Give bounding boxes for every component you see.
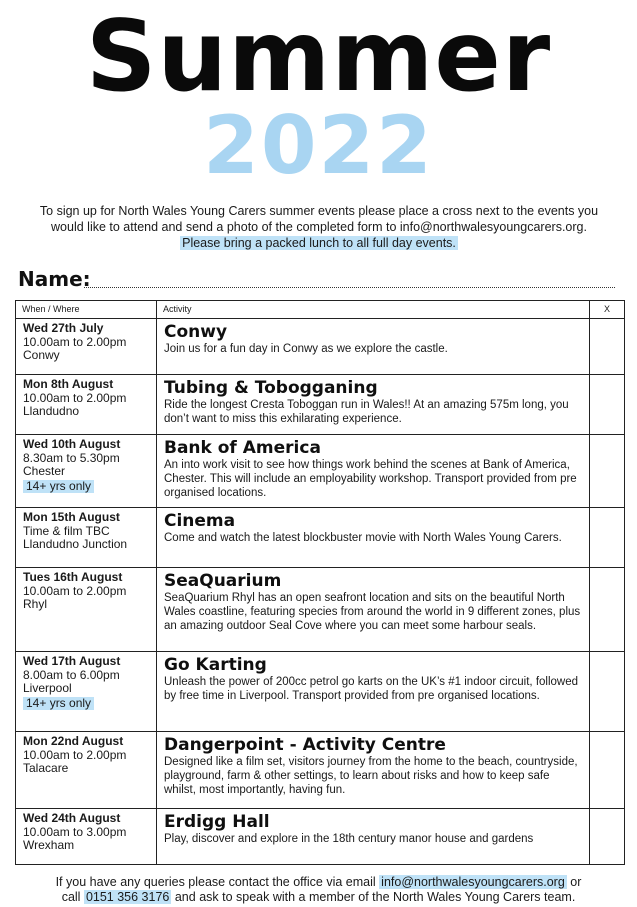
- event-activity: [157, 375, 590, 435]
- age-restriction-badge: 14+ yrs only: [23, 697, 94, 711]
- intro-text: [24, 203, 614, 251]
- footer-call: call: [61, 890, 81, 904]
- event-when: [16, 319, 157, 375]
- header-x: X: [590, 301, 625, 319]
- name-field[interactable]: [84, 287, 615, 288]
- event-description: Join us for a fun day in Conwy as we explore the castle.: [164, 343, 448, 355]
- event-place: Talacare: [23, 761, 69, 775]
- event-name: Go Karting: [164, 655, 267, 675]
- event-when: [16, 435, 157, 508]
- event-when: [16, 375, 157, 435]
- event-day: Mon 15th August: [23, 510, 120, 524]
- event-checkbox[interactable]: [590, 435, 625, 508]
- table-header-row: [16, 301, 625, 319]
- event-activity: [157, 319, 590, 375]
- event-description: Designed like a film set, visitors journey from the home to the beach, countryside, playground, farm & other settings, to learn about risks and how to keep safe whilst, most importantly, having fun.: [164, 756, 578, 796]
- event-name: Conwy: [164, 322, 228, 342]
- event-activity: [157, 809, 590, 865]
- event-name: Tubing & Tobogganing: [164, 378, 378, 398]
- event-description: Unleash the power of 200cc petrol go karts on the UK’s #1 indoor circuit, followed by free time in Liverpool. Transport provided from pre organised locations.: [164, 676, 579, 702]
- event-name: Erdigg Hall: [164, 812, 270, 832]
- event-place: Conwy: [23, 348, 60, 362]
- event-activity: [157, 652, 590, 732]
- event-checkbox[interactable]: [590, 809, 625, 865]
- event-place: Wrexham: [23, 838, 75, 852]
- event-description: An into work visit to see how things work behind the scenes at Bank of America, Chester. This will include an employability workshop. Transport provided from pre organised locations.: [164, 459, 577, 499]
- table-row: [16, 568, 625, 652]
- event-checkbox[interactable]: [590, 375, 625, 435]
- event-time: 10.00am to 2.00pm: [23, 583, 127, 598]
- event-description: Play, discover and explore in the 18th century manor house and gardens: [164, 833, 534, 845]
- event-time: 8.30am to 5.30pm: [23, 450, 120, 465]
- event-when: [16, 809, 157, 865]
- event-name: Bank of America: [164, 438, 321, 458]
- event-day: Wed 27th July: [23, 321, 104, 335]
- phone-number[interactable]: 0151 356 3176: [85, 890, 170, 904]
- packed-lunch-note: Please bring a packed lunch to all full day events.: [182, 236, 456, 250]
- event-name: SeaQuarium: [164, 571, 282, 591]
- event-place: Llandudno Junction: [23, 537, 128, 551]
- event-place: Llandudno: [23, 404, 80, 418]
- event-checkbox[interactable]: [590, 568, 625, 652]
- table-row: [16, 732, 625, 809]
- event-day: Mon 8th August: [23, 377, 114, 391]
- event-description: SeaQuarium Rhyl has an open seafront location and sits on the beautiful North Wales coastline, featuring species from around the world in 9 different zones, plus an amazing outdoor Seal Cove where you can meet some harbour seals.: [164, 592, 581, 632]
- title-year: 2022: [203, 99, 434, 192]
- table-row: [16, 435, 625, 508]
- event-name: Dangerpoint - Activity Centre: [164, 735, 446, 755]
- event-checkbox[interactable]: [590, 732, 625, 809]
- event-activity: [157, 568, 590, 652]
- event-place: Liverpool: [23, 681, 72, 695]
- event-day: Wed 24th August: [23, 811, 121, 825]
- event-day: Tues 16th August: [23, 570, 123, 584]
- event-day: Wed 17th August: [23, 654, 121, 668]
- event-time: 10.00am to 2.00pm: [23, 334, 127, 349]
- event-activity: [157, 508, 590, 568]
- event-place: Chester: [23, 464, 66, 478]
- title-summer: Summer: [85, 0, 552, 114]
- event-activity: [157, 732, 590, 809]
- header-when-where: When / Where: [16, 301, 157, 319]
- event-when: [16, 568, 157, 652]
- event-day: Mon 22nd August: [23, 734, 124, 748]
- event-time: 10.00am to 3.00pm: [23, 824, 127, 839]
- event-description: Come and watch the latest blockbuster movie with North Wales Young Carers.: [164, 532, 562, 544]
- table-row: [16, 319, 625, 375]
- event-checkbox[interactable]: [590, 508, 625, 568]
- footer-line-2: and ask to speak with a member of the North Wales Young Carers team.: [174, 890, 576, 904]
- table-row: [16, 508, 625, 568]
- table-row: [16, 375, 625, 435]
- name-row: [18, 266, 615, 292]
- event-when: [16, 508, 157, 568]
- event-day: Wed 10th August: [23, 437, 121, 451]
- footer-line-1: If you have any queries please contact the office via email: [55, 875, 376, 889]
- event-time: 10.00am to 2.00pm: [23, 390, 127, 405]
- intro-line-2: would like to attend and send a photo of the completed form to info@northwalesyoungcarers.org.: [51, 220, 587, 234]
- age-restriction-badge: 14+ yrs only: [23, 480, 94, 494]
- event-name: Cinema: [164, 511, 236, 531]
- name-label: Name:: [18, 267, 91, 291]
- event-when: [16, 652, 157, 732]
- event-description: Ride the longest Cresta Toboggan run in Wales!! At an amazing 575m long, you don’t want to miss this exhilarating experience.: [164, 399, 569, 425]
- event-checkbox[interactable]: [590, 319, 625, 375]
- table-row: [16, 652, 625, 732]
- footer-contact: [20, 875, 617, 905]
- event-time: 8.00am to 6.00pm: [23, 667, 120, 682]
- event-place: Rhyl: [23, 597, 48, 611]
- table-row: [16, 809, 625, 865]
- event-activity: [157, 435, 590, 508]
- intro-line-1: To sign up for North Wales Young Carers summer events please place a cross next to the events you: [39, 204, 599, 218]
- footer-or: or: [570, 875, 582, 889]
- event-when: [16, 732, 157, 809]
- header-activity: Activity: [157, 301, 590, 319]
- events-table: [15, 300, 625, 865]
- event-checkbox[interactable]: [590, 652, 625, 732]
- event-time: Time & film TBC: [23, 523, 110, 538]
- event-time: 10.00am to 2.00pm: [23, 747, 127, 762]
- email-link[interactable]: info@northwalesyoungcarers.org: [381, 875, 565, 889]
